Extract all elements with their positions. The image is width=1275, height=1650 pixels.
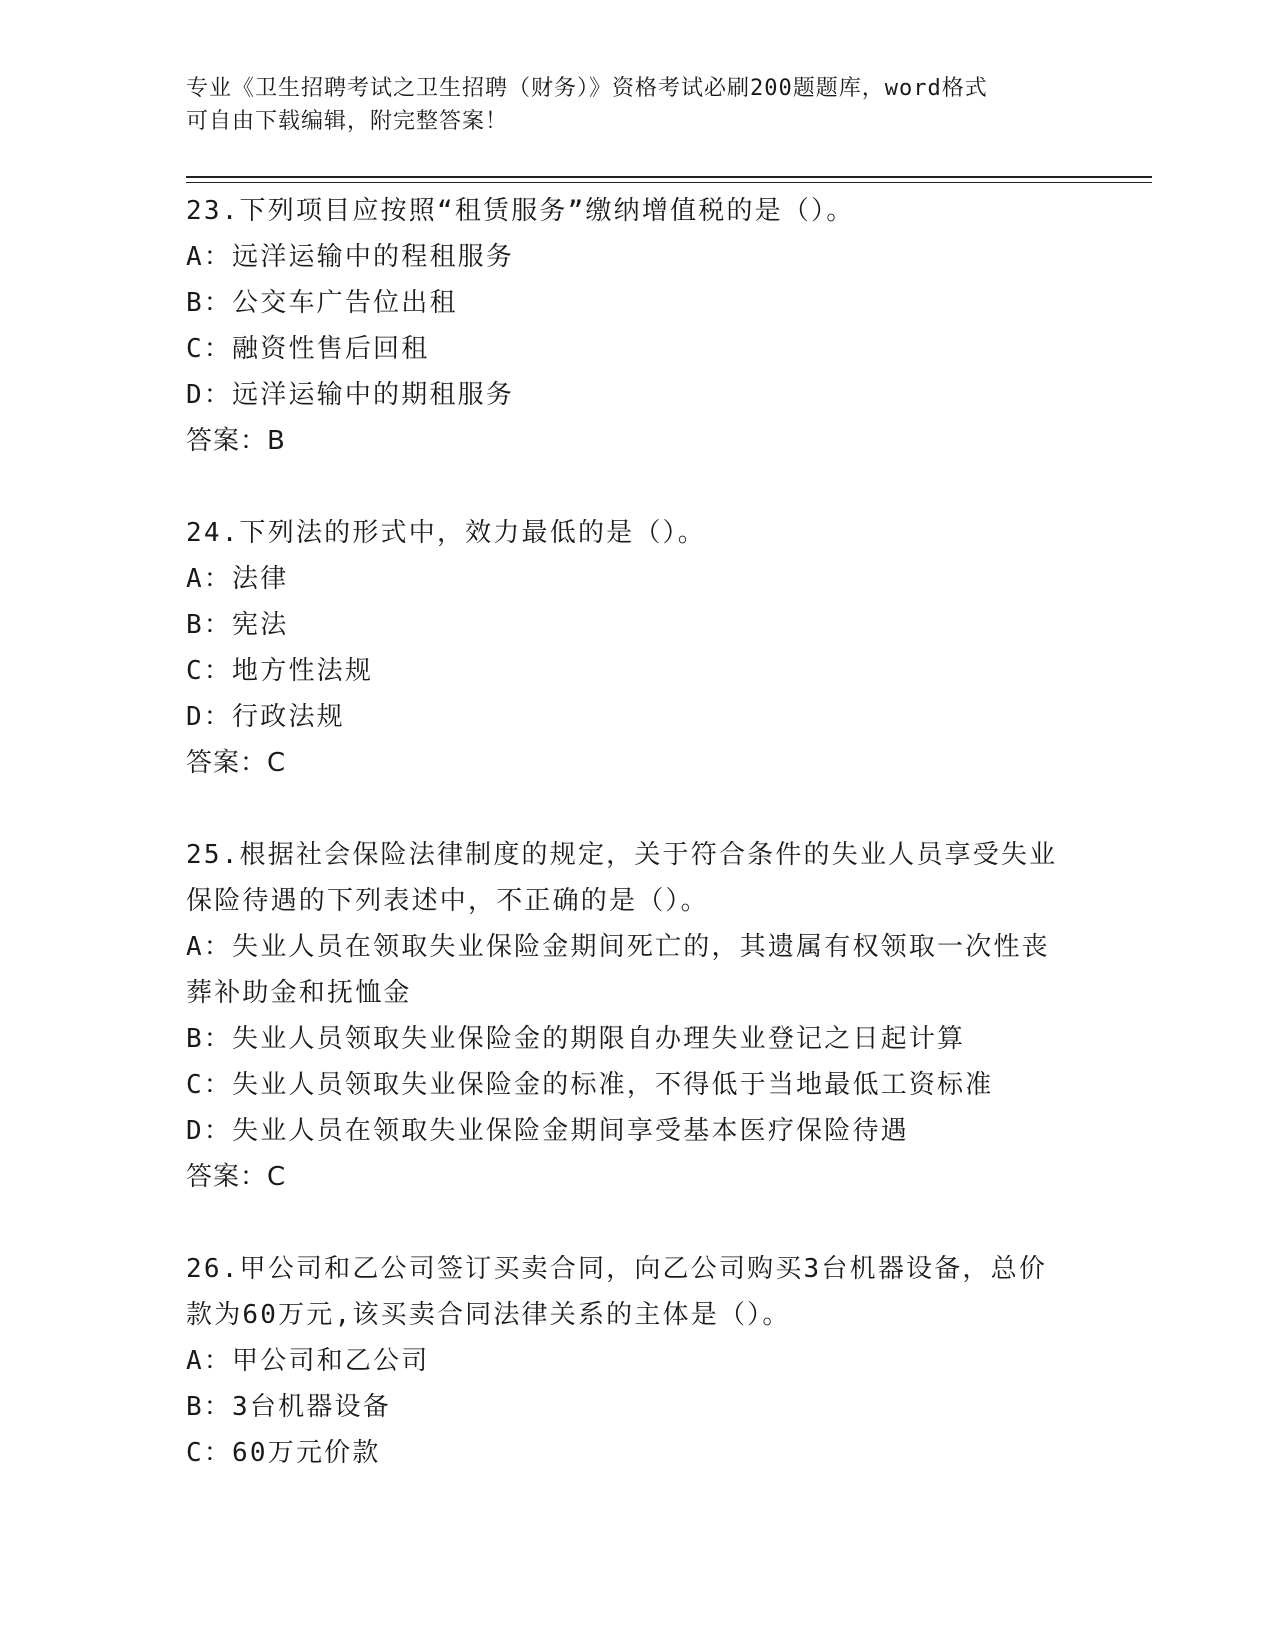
answer-option-line: C：60万元价款 bbox=[186, 1438, 381, 1468]
answer-option-line: B：宪法 bbox=[186, 610, 289, 640]
question-stem-line: 25.根据社会保险法律制度的规定，关于符合条件的失业人员享受失业 bbox=[186, 840, 1058, 870]
answer-option-line: C：失业人员领取失业保险金的标准，不得低于当地最低工资标准 bbox=[186, 1070, 994, 1100]
question-block bbox=[186, 510, 1086, 832]
question-spacer bbox=[186, 786, 1086, 832]
question-stem-line: 26.甲公司和乙公司签订买卖合同，向乙公司购买3台机器设备，总价 bbox=[186, 1254, 1048, 1284]
answer-option-line: C：地方性法规 bbox=[186, 656, 374, 686]
question-stem-line: 款为60万元,该买卖合同法律关系的主体是（）。 bbox=[186, 1300, 791, 1330]
question-stem-line: 24.下列法的形式中，效力最低的是（）。 bbox=[186, 518, 706, 548]
answer-option-line: D：失业人员在领取失业保险金期间享受基本医疗保险待遇 bbox=[186, 1116, 909, 1146]
answer-option-line: B：失业人员领取失业保险金的期限自办理失业登记之日起计算 bbox=[186, 1024, 966, 1054]
answer-option-line: B：公交车广告位出租 bbox=[186, 288, 458, 318]
answer-option-line: D：远洋运输中的期租服务 bbox=[186, 380, 515, 410]
question-spacer bbox=[186, 1200, 1086, 1246]
answer-key: 答案：B bbox=[186, 426, 286, 456]
answer-option-line: A：法律 bbox=[186, 564, 289, 594]
question-block bbox=[186, 832, 1086, 1246]
header-title-line-1: 专业《卫生招聘考试之卫生招聘（财务）》资格考试必刷200题题库，word格式 bbox=[186, 76, 988, 101]
answer-key: 答案：C bbox=[186, 748, 287, 778]
answer-option-line: A：甲公司和乙公司 bbox=[186, 1346, 430, 1376]
question-block bbox=[186, 1246, 1086, 1476]
question-stem-line: 保险待遇的下列表述中，不正确的是（）。 bbox=[186, 886, 709, 916]
question-list bbox=[186, 188, 1086, 1476]
question-spacer bbox=[186, 464, 1086, 510]
question-block bbox=[186, 188, 1086, 510]
header-divider-thick bbox=[186, 176, 1152, 178]
header-divider-thin bbox=[186, 182, 1152, 183]
answer-option-line: 葬补助金和抚恤金 bbox=[186, 978, 412, 1008]
question-stem-line: 23.下列项目应按照“租赁服务”缴纳增值税的是（）。 bbox=[186, 196, 855, 226]
answer-option-line: B：3台机器设备 bbox=[186, 1392, 391, 1422]
answer-option-line: D：行政法规 bbox=[186, 702, 345, 732]
answer-option-line: C：融资性售后回租 bbox=[186, 334, 430, 364]
document-header bbox=[186, 72, 1066, 138]
header-title-line-2: 可自由下载编辑，附完整答案！ bbox=[186, 109, 509, 134]
answer-option-line: A：远洋运输中的程租服务 bbox=[186, 242, 515, 272]
answer-key: 答案：C bbox=[186, 1162, 287, 1192]
answer-option-line: A：失业人员在领取失业保险金期间死亡的，其遗属有权领取一次性丧 bbox=[186, 932, 1050, 962]
